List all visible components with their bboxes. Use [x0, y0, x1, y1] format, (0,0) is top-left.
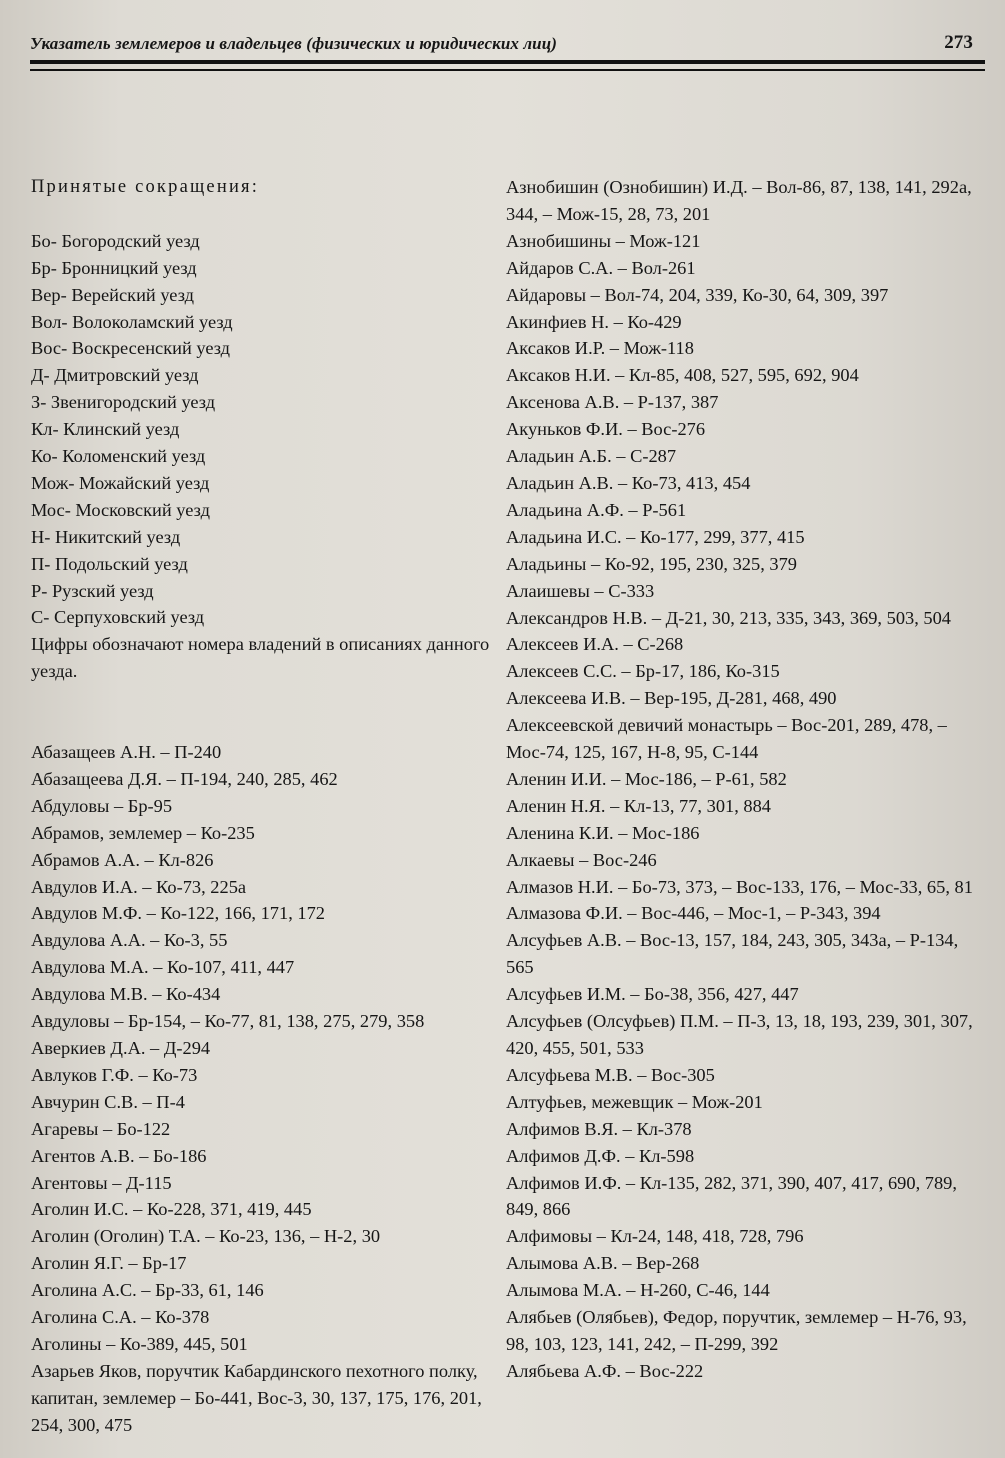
abbreviation-item: Р- Рузский уезд	[31, 580, 154, 601]
index-entry: Алмазов Н.И. – Бо-73, 373, – Вос-133, 176, – Мос-33, 65, 81	[506, 876, 973, 897]
index-entry: Аксаков Н.И. – Кл-85, 408, 527, 595, 692, 904	[506, 365, 859, 386]
abbreviation-item: Вол- Волоколамский уезд	[31, 311, 233, 332]
index-entry: Алкаевы – Вос-246	[506, 849, 657, 870]
abbreviation-item: Д- Дмитровский уезд	[31, 365, 199, 386]
abbreviation-item: П- Подольский уезд	[31, 553, 188, 574]
right-column	[506, 174, 976, 1385]
index-entries-left	[31, 739, 493, 1439]
abbreviation-item: Ко- Коломенский уезд	[31, 446, 206, 467]
index-entry: Авчурин С.В. – П-4	[31, 1091, 185, 1112]
index-entry: Аленин Н.Я. – Кл-13, 77, 301, 884	[506, 795, 771, 816]
running-header	[30, 34, 983, 58]
abbreviation-item: Вер- Верейский уезд	[31, 284, 194, 305]
index-entry: Акинфиев Н. – Ко-429	[506, 311, 682, 332]
index-entry: Аголина С.А. – Ко-378	[31, 1307, 210, 1328]
index-entry: Аголин (Оголин) Т.А. – Ко-23, 136, – Н-2, 30	[31, 1226, 381, 1247]
index-entry: Аленин И.И. – Мос-186, – Р-61, 582	[506, 768, 787, 789]
index-entry: Авдулова М.В. – Ко-434	[31, 984, 221, 1005]
index-entry: Алаишевы – С-333	[506, 580, 655, 601]
index-entry: Алябьева А.Ф. – Вос-222	[506, 1360, 704, 1381]
header-rule-thick	[30, 60, 985, 64]
index-entry: Алсуфьев И.М. – Бо-38, 356, 427, 447	[506, 984, 799, 1005]
index-entry: Алсуфьев (Олсуфьев) П.М. – П-3, 13, 18, 193, 239, 301, 307, 420, 455, 501, 533	[506, 1011, 973, 1058]
index-entry: Айдаровы – Вол-74, 204, 339, Ко-30, 64, 309, 397	[506, 284, 889, 305]
abbreviations-note: Цифры обозначают номера владений в описаниях данного уезда.	[31, 634, 490, 682]
abbreviation-item: Вос- Воскресенский уезд	[31, 338, 231, 359]
index-entry: Азнобишин (Ознобишин) И.Д. – Вол-86, 87, 138, 141, 292а, 344, – Мож-15, 28, 73, 201	[506, 177, 972, 224]
index-entry: Алябьев (Олябьев), Федор, поручтик, землемер – Н-76, 93, 98, 103, 123, 141, 242, – П-299, 392	[506, 1307, 967, 1354]
index-entry: Аладьина А.Ф. – Р-561	[506, 499, 687, 520]
index-entry: Аленина К.И. – Мос-186	[506, 822, 700, 843]
index-entry: Азарьев Яков, поручтик Кабардинского пехотного полку, капитан, землемер – Бо-441, Вос-3, 30, 137, 175, 176, 201, 254, 300, 475	[31, 1360, 482, 1435]
abbreviation-item: Мос- Московский уезд	[31, 499, 210, 520]
index-entry: Агентов А.В. – Бо-186	[31, 1145, 207, 1166]
index-entry: Алмазова Ф.И. – Вос-446, – Мос-1, – Р-343, 394	[506, 903, 881, 924]
index-entry: Аладьин А.Б. – С-287	[506, 446, 677, 467]
abbreviation-item: С- Серпуховский уезд	[31, 607, 205, 628]
index-entry: Авдуловы – Бр-154, – Ко-77, 81, 138, 275, 279, 358	[31, 1011, 425, 1032]
index-entry: Алсуфьева М.В. – Вос-305	[506, 1064, 715, 1085]
index-entry: Айдаров С.А. – Вол-261	[506, 257, 696, 278]
index-entry: Аладьин А.В. – Ко-73, 413, 454	[506, 472, 751, 493]
abbreviations-list	[31, 228, 493, 632]
index-entry: Авдулов М.Ф. – Ко-122, 166, 171, 172	[31, 903, 325, 924]
index-entry: Абазащеев А.Н. – П-240	[31, 742, 222, 762]
index-entry: Алсуфьев А.В. – Вос-13, 157, 184, 243, 305, 343а, – Р-134, 565	[506, 930, 959, 978]
header-title: Указатель землемеров и владельцев (физических и юридических лиц)	[30, 34, 558, 53]
index-entry: Абрамов, землемер – Ко-235	[31, 822, 255, 843]
index-entry: Агентовы – Д-115	[31, 1172, 172, 1193]
page-number: 273	[944, 32, 973, 53]
index-entry: Азнобишины – Мож-121	[506, 230, 701, 251]
abbreviations-heading: Принятые сокращения:	[31, 177, 260, 197]
abbreviation-item: Мож- Можайский уезд	[31, 472, 210, 493]
index-entry: Агаревы – Бо-122	[31, 1118, 171, 1139]
index-entry: Алексеев С.С. – Бр-17, 186, Ко-315	[506, 661, 780, 682]
index-entry: Алексеевской девичий монастырь – Вос-201, 289, 478, – Мос-74, 125, 167, Н-8, 95, С-144	[506, 715, 947, 763]
index-entry: Аладьина И.С. – Ко-177, 299, 377, 415	[506, 526, 805, 547]
index-entry: Аладьины – Ко-92, 195, 230, 325, 379	[506, 553, 797, 574]
abbreviation-item: Кл- Клинский уезд	[31, 419, 180, 440]
section-spacer	[31, 685, 493, 739]
index-entry: Алфимовы – Кл-24, 148, 418, 728, 796	[506, 1226, 804, 1247]
index-entry: Авдулова А.А. – Ко-3, 55	[31, 930, 228, 951]
index-entry: Алфимов И.Ф. – Кл-135, 282, 371, 390, 407, 417, 690, 789, 849, 866	[506, 1172, 957, 1220]
index-entry: Абдуловы – Бр-95	[31, 795, 173, 816]
index-entry: Аголин И.С. – Ко-228, 371, 419, 445	[31, 1199, 312, 1220]
index-entry: Абрамов А.А. – Кл-826	[31, 849, 214, 870]
abbreviation-item: Бр- Бронницкий уезд	[31, 257, 197, 278]
index-entry: Акуньков Ф.И. – Вос-276	[506, 419, 706, 440]
index-entry: Авдулов И.А. – Ко-73, 225а	[31, 876, 247, 897]
index-entry: Аксаков И.Р. – Мож-118	[506, 338, 694, 359]
index-entry: Аверкиев Д.А. – Д-294	[31, 1037, 211, 1058]
index-entry: Аксенова А.В. – Р-137, 387	[506, 392, 719, 413]
index-entry: Авлуков Г.Ф. – Ко-73	[31, 1064, 198, 1085]
index-entry: Алфимов В.Я. – Кл-378	[506, 1118, 692, 1139]
left-column	[31, 174, 493, 1439]
index-entry: Абазащеева Д.Я. – П-194, 240, 285, 462	[31, 768, 338, 789]
index-entry: Аголины – Ко-389, 445, 501	[31, 1333, 248, 1354]
index-entry: Алымова А.В. – Вер-268	[506, 1253, 700, 1274]
abbreviation-item: З- Звенигородский уезд	[31, 392, 216, 413]
index-entry: Алымова М.А. – Н-260, С-46, 144	[506, 1280, 770, 1301]
abbreviation-item: Н- Никитский уезд	[31, 526, 181, 547]
index-entry: Александров Н.В. – Д-21, 30, 213, 335, 343, 369, 503, 504	[506, 607, 951, 628]
index-entry: Аголин Я.Г. – Бр-17	[31, 1253, 187, 1274]
index-entry: Авдулова М.А. – Ко-107, 411, 447	[31, 957, 295, 978]
index-entry: Алфимов Д.Ф. – Кл-598	[506, 1145, 695, 1166]
index-entry: Алексеев И.А. – С-268	[506, 634, 684, 655]
header-rule-thin	[30, 69, 985, 71]
index-entry: Алтуфьев, межевщик – Мож-201	[506, 1091, 763, 1112]
index-entry: Аголина А.С. – Бр-33, 61, 146	[31, 1280, 264, 1301]
index-entry: Алексеева И.В. – Вер-195, Д-281, 468, 490	[506, 688, 837, 709]
abbreviation-item: Бо- Богородский уезд	[31, 230, 200, 251]
